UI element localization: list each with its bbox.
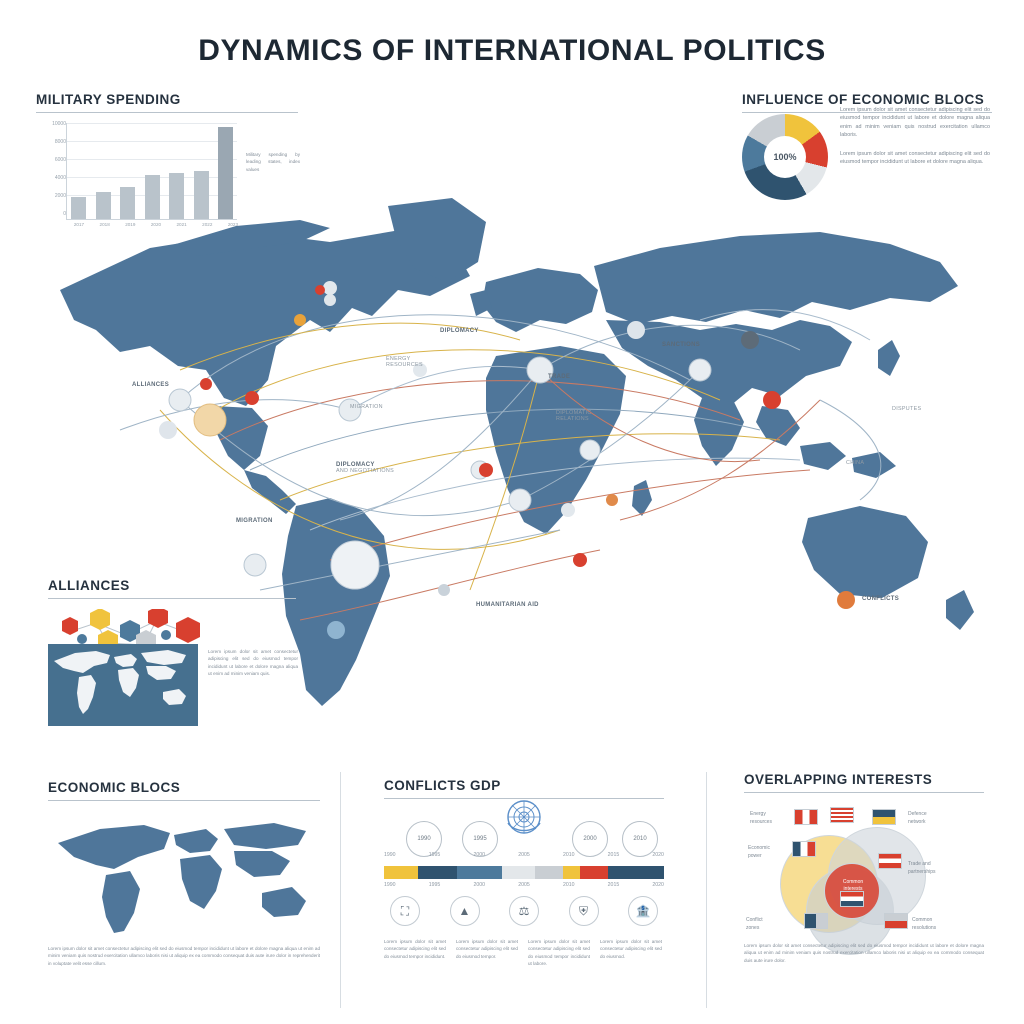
tick: 2005 — [518, 852, 530, 858]
alliances-description: Lorem ipsum dolor sit amet consectetur adipiscing elit sed do eiusmod tempor incididunt ut labore et dolore magna aliqua ut enim ad minim veniam quis. — [208, 649, 298, 677]
conflict-gdp-stacked-bar — [384, 866, 664, 879]
bottom-band — [0, 760, 1024, 1024]
flag-icon — [872, 809, 896, 825]
bar — [145, 175, 160, 219]
venn-label: Trade and partnerships — [908, 861, 936, 875]
flag-icon — [804, 913, 828, 929]
venn-diagram — [744, 811, 984, 945]
venn-label: Energy resources — [750, 811, 772, 825]
scale-icon: ⚖ — [509, 896, 539, 926]
year-marker: 1995 — [462, 821, 498, 857]
conflict-description-columns — [384, 938, 664, 967]
tick: 2020 — [652, 852, 664, 858]
flag-icon — [884, 913, 908, 929]
conflict-column-text: Lorem ipsum dolor sit amet consectetur adipiscing elit sed do eiusmod. — [600, 939, 662, 959]
bar-segment — [608, 866, 664, 879]
x-axis-labels — [70, 222, 242, 227]
economic-blocs-map — [48, 817, 320, 937]
conflict-ticks-bottom — [384, 882, 664, 888]
map-label: DIPLOMACY AND NEGOTIATIONS — [336, 462, 395, 474]
economic-blocs-panel — [48, 780, 320, 967]
divider — [36, 112, 298, 113]
divider — [48, 598, 296, 599]
tick: 2010 — [562, 852, 575, 858]
x-tick: 2018 — [99, 222, 110, 227]
blocs-description — [840, 106, 990, 166]
economic-blocs-description: Lorem ipsum dolor sit amet consectetur adipiscing elit sed do eiusmod tempor incididunt ut labore et dolore magna aliqua ut enim ad minim veniam quis nostrud exercitation ullamco laboris nisi ut aliquip ex ea commodo consequat duis aute irure dolor in reprehenderit in voluptate velit esse cillum. — [48, 946, 320, 966]
rocket-icon: ▲ — [450, 896, 480, 926]
tick: 2000 — [473, 852, 486, 858]
divider — [340, 772, 341, 1008]
year-marker: 1990 — [406, 821, 442, 857]
conflicts-gdp-panel — [384, 778, 664, 967]
flag-icon — [840, 891, 864, 907]
venn-label: Common resolutions — [912, 917, 937, 931]
year-marker: 2000 — [572, 821, 608, 857]
economic-blocs-influence-panel — [742, 92, 992, 165]
overlapping-interests-panel — [744, 772, 984, 963]
bar-segment — [563, 866, 580, 879]
flag-icon — [792, 841, 816, 857]
factory-icon: ⛶ — [390, 896, 420, 926]
military-spending-chart — [36, 123, 298, 233]
divider — [744, 792, 984, 793]
overlapping-interests-heading: OVERLAPPING INTERESTS — [744, 772, 933, 787]
map-label: ENERGY RESOURCES — [386, 356, 423, 368]
x-tick: 2021 — [176, 222, 187, 227]
bar — [120, 187, 135, 219]
y-tick: 0 — [63, 211, 66, 217]
y-tick: 8000 — [54, 139, 66, 145]
x-tick: 2019 — [125, 222, 136, 227]
tick: 2000 — [473, 882, 486, 888]
y-axis-labels — [36, 123, 66, 219]
map-label: TRADE — [548, 374, 571, 380]
y-tick: 6000 — [54, 157, 66, 163]
bar-group — [71, 123, 233, 219]
venn-center-label: Common interests — [842, 879, 864, 892]
conflicts-gdp-heading: CONFLICTS GDP — [384, 778, 501, 793]
conflict-column-text: Lorem ipsum dolor sit amet consectetur adipiscing elit sed do eiusmod tempor incididunt ut labore. — [528, 939, 590, 967]
x-tick: 2022 — [202, 222, 213, 227]
y-tick: 4000 — [54, 175, 66, 181]
tick: 2020 — [652, 882, 664, 888]
divider — [48, 800, 320, 801]
united-nations-emblem-icon — [500, 793, 548, 841]
y-tick: 10000 — [52, 121, 66, 127]
map-label: ALLIANCES — [132, 382, 170, 388]
map-label: SANCTIONS — [662, 342, 701, 348]
x-tick: 2017 — [73, 222, 85, 227]
bar — [218, 127, 233, 219]
military-spending-note: Military spending by leading states, index values — [246, 152, 300, 172]
year-marker: 2010 — [622, 821, 658, 857]
x-tick: 2023 — [227, 222, 239, 227]
tick: 2010 — [562, 882, 575, 888]
tick: 1990 — [384, 882, 396, 888]
bar-segment — [535, 866, 563, 879]
tick: 2015 — [607, 882, 620, 888]
y-tick: 2000 — [54, 193, 66, 199]
conflict-column-text: Lorem ipsum dolor sit amet consectetur adipiscing elit sed do eiusmod tempor incididunt. — [384, 939, 446, 959]
bar-segment — [580, 866, 608, 879]
alliances-panel — [48, 578, 298, 677]
map-label: MIGRATION — [236, 518, 273, 524]
conflict-icon-row — [390, 896, 658, 926]
flag-icon — [794, 809, 818, 825]
map-label: CONFLICTS — [862, 596, 900, 602]
flag-icon — [830, 807, 854, 823]
conflict-ticks-top — [384, 852, 664, 858]
tick: 2015 — [607, 852, 620, 858]
economic-blocs-heading: ECONOMIC BLOCS — [48, 780, 181, 795]
map-label: CHINA — [846, 460, 865, 466]
venn-label: Defence network — [908, 811, 927, 825]
divider — [706, 772, 707, 1008]
map-label: HUMANITARIAN AID — [476, 602, 539, 608]
venn-label: Conflict zones — [746, 917, 763, 931]
map-label: MIGRATION — [350, 404, 383, 410]
tick: 2005 — [518, 882, 530, 888]
oil-rig-icon: ⛨ — [569, 896, 599, 926]
venn-label: Economic power — [748, 845, 770, 859]
military-spending-heading: MILITARY SPENDING — [36, 92, 181, 107]
alliance-world-map-thumbnail — [48, 644, 198, 726]
map-label: DISPUTES — [892, 406, 922, 412]
tick: 1990 — [384, 852, 396, 858]
map-label: DIPLOMACY — [440, 328, 479, 334]
donut-center-label: 100% — [764, 136, 806, 178]
blocs-heading: INFLUENCE OF ECONOMIC BLOCS — [742, 92, 985, 107]
x-tick: 2020 — [150, 222, 162, 227]
alliances-heading: ALLIANCES — [48, 578, 130, 593]
page-title: DYNAMICS OF INTERNATIONAL POLITICS — [198, 34, 826, 67]
bar — [169, 173, 184, 219]
bar — [194, 171, 209, 219]
tick: 1995 — [428, 852, 441, 858]
bar — [96, 192, 111, 219]
chart-plot-area — [66, 123, 237, 220]
blocs-paragraph-1: Lorem ipsum dolor sit amet consectetur adipiscing elit sed do eiusmod tempor incididunt ut labore et dolore magna aliqua enim ad minim veniam quis nostrud exercitation ullamco laboris. — [840, 107, 990, 139]
overlapping-interests-description: Lorem ipsum dolor sit amet consectetur adipiscing elit sed do eiusmod tempor incididunt ut labore et dolore magna aliqua ut enim ad minim veniam quis nostrud exercitation ullamco laboris nisi ut aliquip ex ea commodo consequat duis aute irure dolor. — [744, 943, 984, 963]
flag-icon — [878, 853, 902, 869]
bank-icon: 🏦 — [628, 896, 658, 926]
military-spending-panel — [36, 92, 298, 233]
blocs-donut-chart — [742, 114, 828, 200]
bar — [71, 197, 86, 219]
blocs-paragraph-2: Lorem ipsum dolor sit amet consectetur adipiscing elit sed do eiusmod tempor incididunt ut labore et dolore magna aliqua. — [840, 150, 990, 165]
bar-segment — [384, 866, 418, 879]
bar-segment — [502, 866, 536, 879]
conflict-column-text: Lorem ipsum dolor sit amet consectetur adipiscing elit sed do eiusmod tempor. — [456, 939, 518, 959]
tick: 1995 — [428, 882, 441, 888]
bar-segment — [418, 866, 457, 879]
map-label: DIPLOMATIC RELATIONS — [556, 410, 592, 422]
bar-segment — [457, 866, 502, 879]
